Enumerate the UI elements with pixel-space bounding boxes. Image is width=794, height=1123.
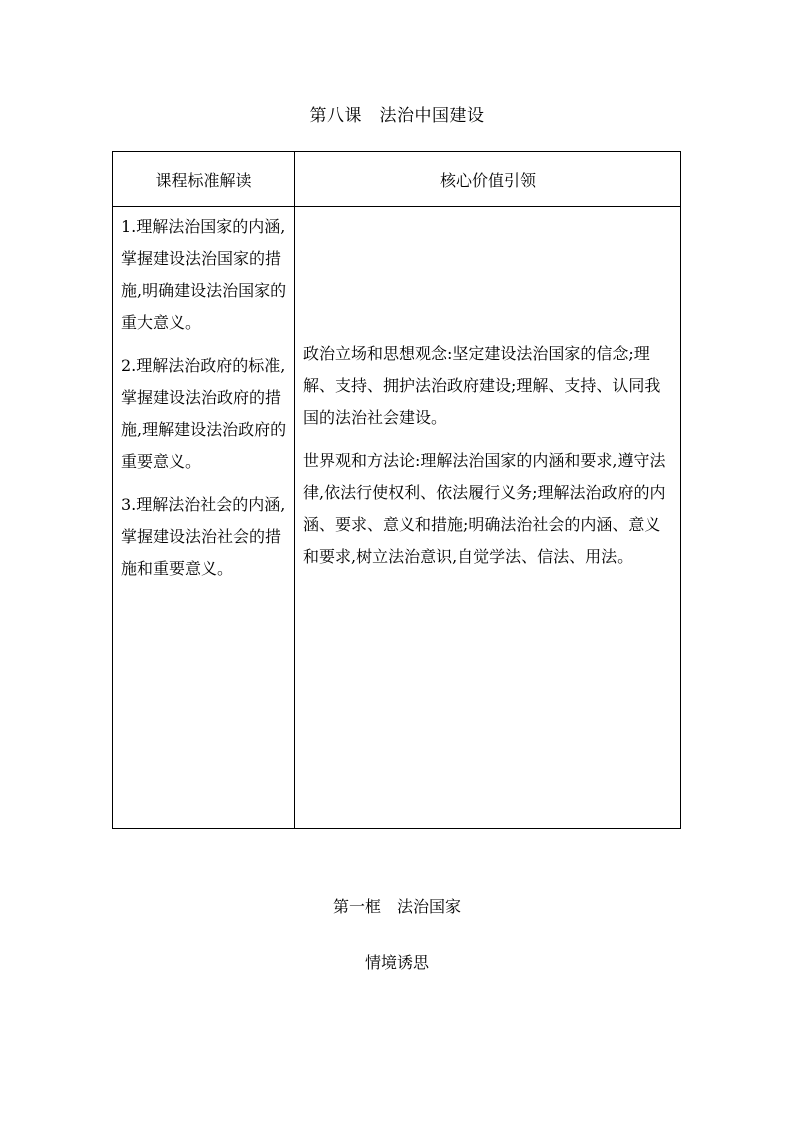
table-header-values: 核心价值引领 (439, 170, 536, 190)
value-item: 世界观和方法论:理解法治国家的内涵和要求,遵守法律,依法行使权利、依法履行义务;理解法治政府的内涵、要求、意义和措施;明确法治社会的内涵、意义和要求,树立法治意识,自觉学法、信法、用法。 (303, 451, 666, 566)
section-subtitle: 情境诱思 (364, 953, 429, 972)
table-header-divider (113, 206, 680, 207)
curriculum-table (112, 151, 681, 829)
standard-item: 3.理解法治社会的内涵,掌握建设法治社会的措施和重要意义。 (121, 495, 286, 578)
page-title: 第八课 法治中国建设 (309, 106, 485, 126)
table-column-divider (294, 152, 295, 828)
section-title: 第一框 法治国家 (332, 897, 461, 916)
standard-item: 2.理解法治政府的标准,掌握建设法治政府的措施,理解建设法治政府的重要意义。 (121, 356, 287, 471)
standards-column (121, 211, 291, 596)
standard-item: 1.理解法治国家的内涵,掌握建设法治国家的措施,明确建设法治国家的重大意义。 (121, 217, 287, 332)
table-header-standards: 课程标准解读 (155, 170, 252, 190)
values-column (303, 338, 675, 584)
value-item: 政治立场和思想观念:坚定建设法治国家的信念;理解、支持、拥护法治政府建设;理解、支持、认同我国的法治社会建设。 (303, 344, 661, 427)
